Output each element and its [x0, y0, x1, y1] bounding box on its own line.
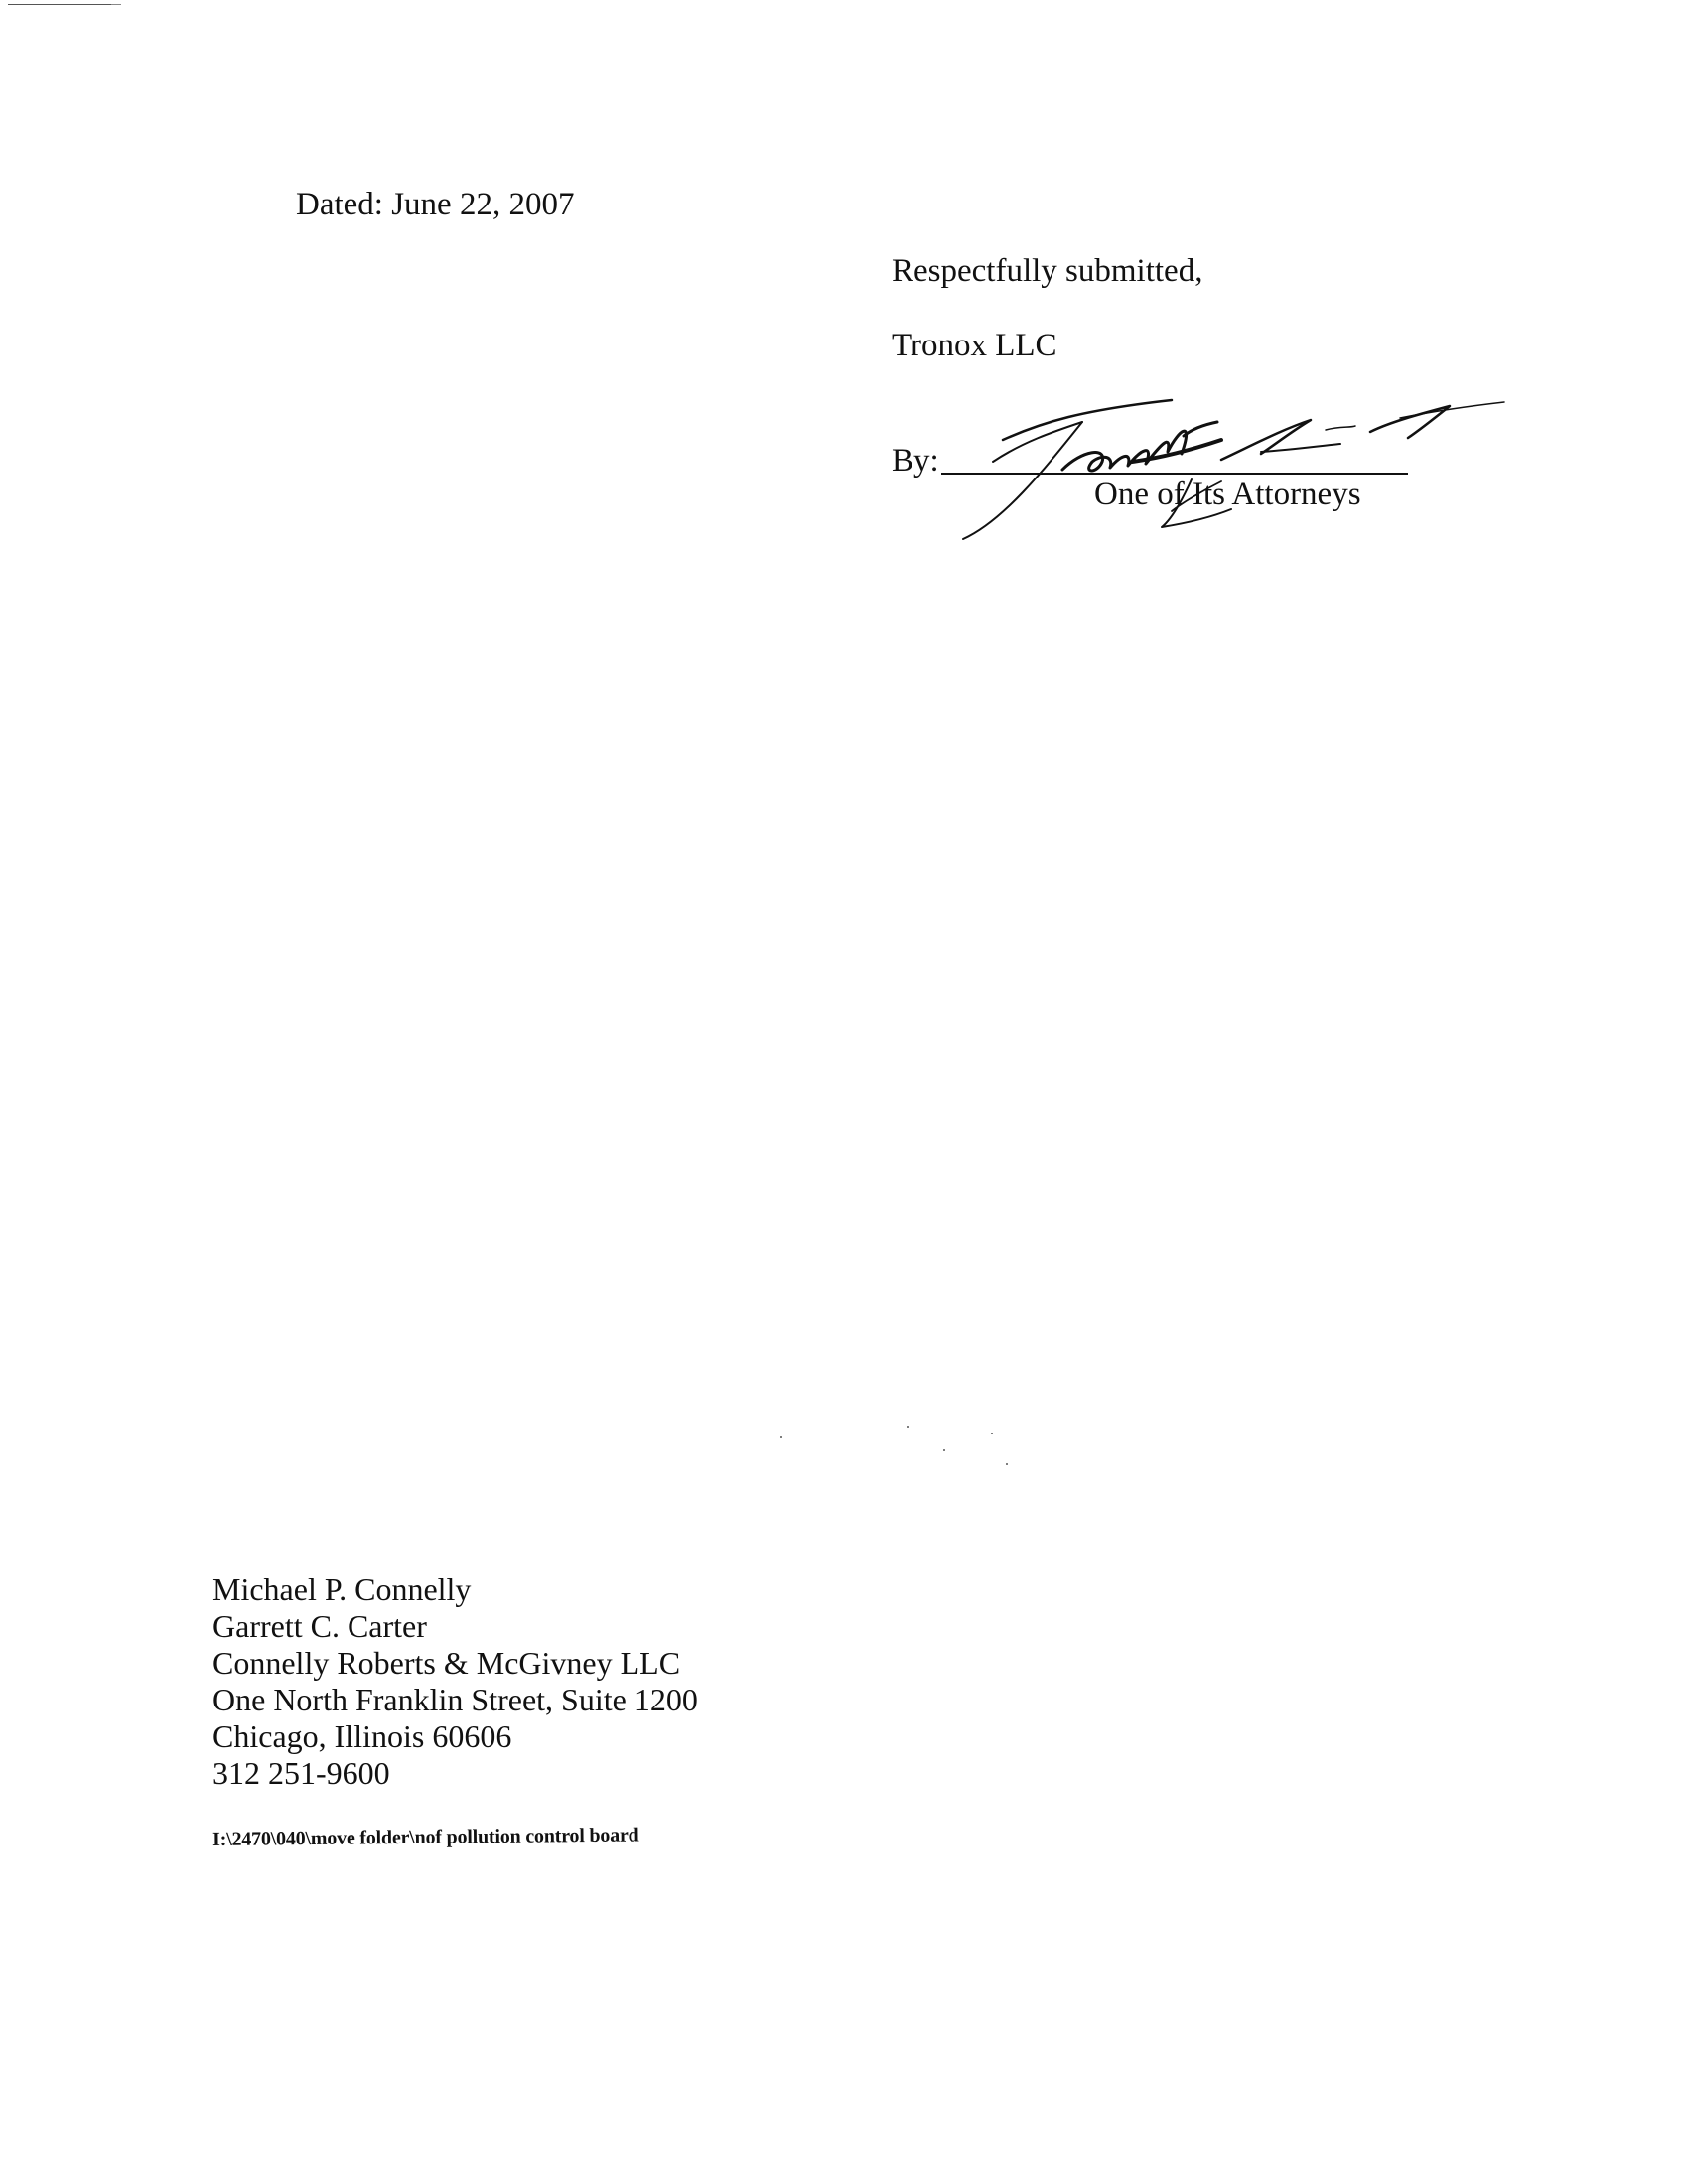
- counsel-line: One North Franklin Street, Suite 1200: [212, 1682, 698, 1717]
- scan-speck: [943, 1449, 945, 1451]
- counsel-line: Michael P. Connelly: [212, 1571, 472, 1607]
- closing-line: Respectfully submitted,: [892, 253, 1203, 289]
- file-path-footer: I:\2470\040\move folder\nof pollution control board: [212, 1824, 639, 1850]
- company-name: Tronox LLC: [892, 328, 1057, 363]
- scan-speck: [1006, 1463, 1008, 1465]
- counsel-line: Chicago, Illinois 60606: [212, 1718, 512, 1754]
- counsel-line: Connelly Roberts & McGivney LLC: [212, 1645, 681, 1681]
- counsel-line: 312 251-9600: [212, 1755, 390, 1791]
- counsel-line: Garrett C. Carter: [212, 1608, 427, 1644]
- scan-speck: [991, 1433, 993, 1434]
- by-label: By:: [892, 443, 939, 478]
- scan-speck: [907, 1426, 909, 1428]
- scan-speck: [780, 1436, 782, 1438]
- handwritten-signature: [933, 392, 1529, 541]
- signer-title: One of Its Attorneys: [1094, 477, 1361, 512]
- scan-artifact-line: [8, 4, 117, 7]
- date-line: Dated: June 22, 2007: [296, 187, 575, 222]
- counsel-address-block: [212, 1571, 698, 1792]
